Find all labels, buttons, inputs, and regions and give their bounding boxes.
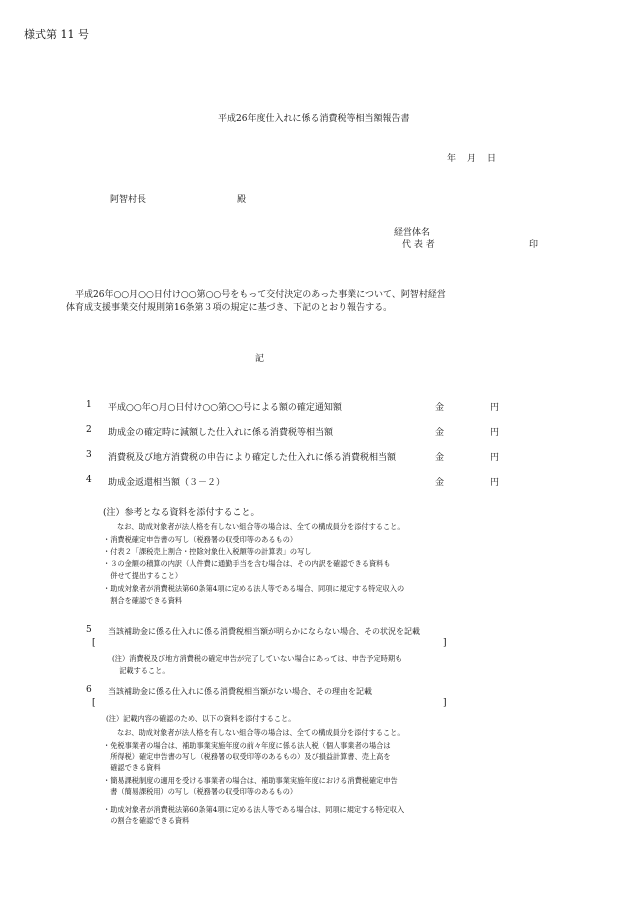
yen-unit: 円	[490, 453, 500, 463]
item-6-bullet: 確認できる資料	[103, 763, 161, 772]
item-6-text: 当該補助金に係る仕入れに係る消費税相当額がない場合、その理由を記載	[108, 687, 372, 696]
addressee: 阿智村長	[110, 195, 147, 205]
form-number: 様式第 11 号	[24, 28, 89, 41]
item-5-bracket-close: ]	[443, 638, 447, 648]
item-5-note: (注）消費税及び地方消費税の確定申告が完了していない場合にあっては、申告予定時期も	[112, 654, 403, 663]
item-text: 平成○○年○月○日付け○○第○○号による額の確定通知額	[108, 403, 342, 413]
yen-unit: 円	[490, 478, 500, 488]
item-5-note: 記載すること。	[112, 666, 170, 675]
honorific: 殿	[237, 195, 247, 205]
item-row-2	[0, 425, 630, 439]
item-number: 1	[86, 400, 92, 410]
document-title: 平成26年度仕入れに係る消費税等相当額報告書	[218, 114, 410, 124]
note-1-bullet: 併せて提出すること）	[103, 571, 183, 580]
yen-prefix: 金	[435, 403, 445, 413]
item-5-text: 当該補助金に係る仕入れに係る消費税相当額が明らかにならない場合、その状況を記載	[108, 627, 420, 636]
item-row-4	[0, 475, 630, 489]
item-6-bullet: 書（簡易課税用）の写し（税務署の収受印等のあるもの）	[103, 787, 298, 796]
date-line: 年 月 日	[447, 154, 498, 164]
seal-mark: 印	[529, 240, 539, 250]
item-number: 4	[86, 475, 92, 485]
note-1-heading: (注）参考となる資料を添付すること。	[103, 508, 260, 518]
yen-prefix: 金	[435, 478, 445, 488]
note-1-bullet: ・消費税確定申告書の写し（税務署の収受印等のあるもの）	[103, 535, 298, 544]
yen-unit: 円	[490, 403, 500, 413]
yen-prefix: 金	[435, 453, 445, 463]
note-1-bullet: ・助成対象者が消費税法第60条第4項に定める法人等である場合、同項に規定する特定収入の	[103, 584, 405, 593]
item-number: 3	[86, 450, 92, 460]
body-text-line-1: 平成26年○○月○○日付け○○第○○号をもって交付決定のあった事業について、阿智村経営	[75, 290, 446, 300]
yen-unit: 円	[490, 428, 500, 438]
item-6-number: 6	[86, 685, 92, 695]
item-6-bullet: ・助成対象者が消費税法第60条第4項に定める法人等である場合は、同項に規定する特定収入	[103, 805, 405, 814]
yen-prefix: 金	[435, 428, 445, 438]
note-1-sub: なお、助成対象者が法人格を有しない組合等の場合は、全ての構成員分を添付すること。	[117, 522, 405, 531]
item-6-note-sub: なお、助成対象者が法人格を有しない組合等の場合は、全ての構成員分を添付すること。	[117, 728, 405, 737]
representative-label: 代 表 者	[402, 240, 435, 250]
note-1-bullet: 割合を確認できる資料	[103, 596, 183, 605]
item-6-bullet: ・簡易課税制度の適用を受ける事業者の場合は、補助事業実施年度における消費税確定申告	[103, 776, 398, 785]
note-1-bullet: ・３の金額の積算の内訳（人件費に通勤手当を含む場合は、その内訳を確認できる資料も	[103, 559, 391, 568]
item-6-note-heading: (注）記載内容の確認のため、以下の資料を添付すること。	[106, 714, 296, 723]
business-name-label: 経営体名	[394, 228, 431, 238]
item-5-number: 5	[86, 625, 92, 635]
item-6-bullet: の割合を確認できる資料	[103, 816, 190, 825]
item-6-bracket-close: ]	[443, 698, 447, 708]
item-5-bracket-open: [	[92, 638, 96, 648]
item-text: 助成金の確定時に減額した仕入れに係る消費税等相当額	[108, 428, 334, 438]
ki-heading: 記	[255, 354, 265, 364]
item-number: 2	[86, 425, 92, 435]
item-6-bracket-open: [	[92, 698, 96, 708]
item-row-1	[0, 400, 630, 414]
note-1-bullet: ・付表２「課税売上割合・控除対象仕入税額等の計算表」の写し	[103, 547, 312, 556]
item-row-3	[0, 450, 630, 464]
item-6-bullet: ・免税事業者の場合は、補助事業実施年度の前々年度に係る法人税（個人事業者の場合は	[103, 741, 391, 750]
item-6-bullet: 所得税）確定申告書の写し（税務署の収受印等のあるもの）及び損益計算書、売上高を	[103, 752, 391, 761]
item-text: 助成金返還相当額（３－２）	[108, 478, 226, 488]
item-text: 消費税及び地方消費税の申告により確定した仕入れに係る消費税相当額	[108, 453, 397, 463]
body-text-line-2: 体育成支援事業交付規則第16条第３項の規定に基づき、下記のとおり報告する。	[66, 303, 393, 313]
